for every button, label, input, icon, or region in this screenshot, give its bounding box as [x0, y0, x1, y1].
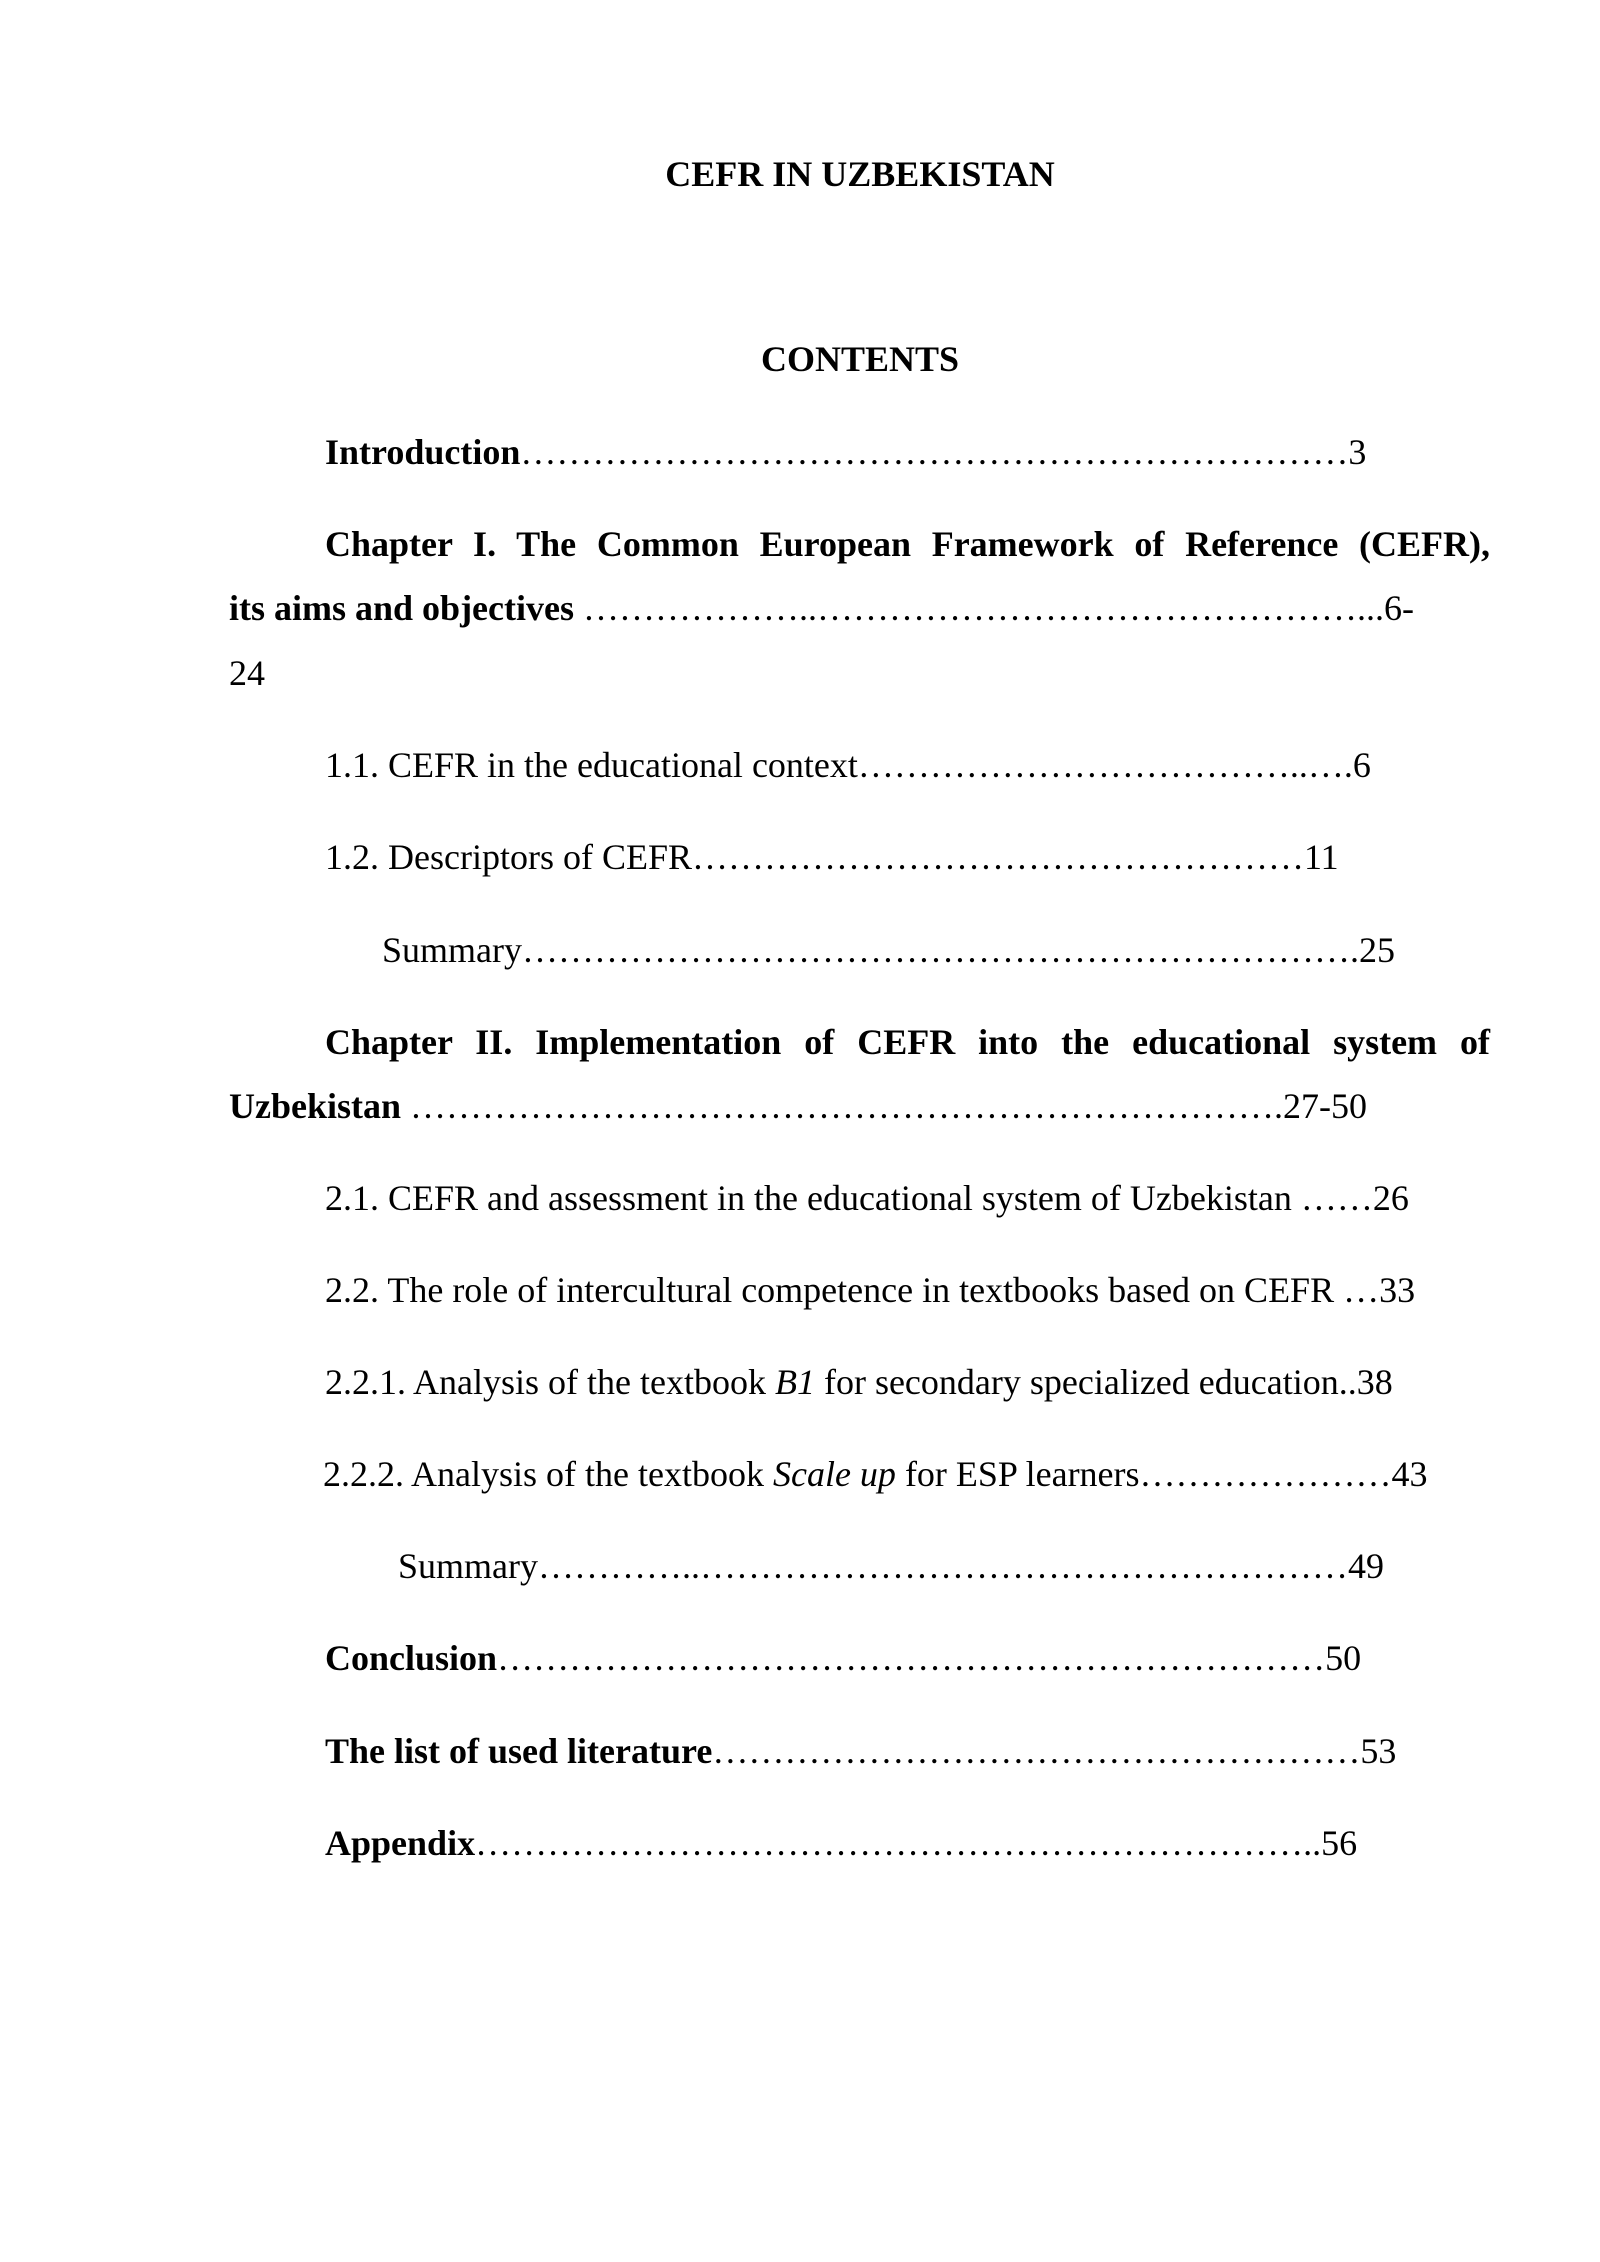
toc-leader: ………………………………………………	[712, 1731, 1361, 1771]
toc-page-number: 25	[1359, 930, 1395, 970]
textbook-title: B1	[774, 1362, 815, 1402]
toc-entry-conclusion	[325, 1636, 1361, 1680]
toc-entry-label: The list of used literature	[325, 1731, 713, 1771]
toc-entry-label: 1.2. Descriptors of CEFR	[325, 837, 692, 877]
toc-page-number: 33	[1379, 1270, 1416, 1310]
toc-leader: ………………..………………………………………...	[574, 588, 1384, 628]
toc-entry-label: its aims and objectives	[229, 588, 574, 628]
toc-page-number: 38	[1356, 1362, 1393, 1402]
toc-leader: ……………………………………………………………..	[475, 1823, 1322, 1863]
toc-chapter1-line3	[229, 651, 265, 695]
toc-leader: …………………………………………………………….	[522, 930, 1359, 970]
toc-page-number: 49	[1348, 1546, 1384, 1586]
toc-page-number: 6	[1352, 745, 1371, 785]
toc-entry-label: Summary	[382, 930, 522, 970]
toc-leader: …………………	[1139, 1454, 1392, 1494]
toc-page-number: 50	[1325, 1638, 1362, 1678]
toc-leader: ……………………………………………………………	[497, 1638, 1326, 1678]
textbook-title: Scale up	[772, 1454, 896, 1494]
toc-page-number: 43	[1391, 1454, 1428, 1494]
toc-leader: …………..………………………………………………	[538, 1546, 1348, 1586]
toc-entry-label: Appendix	[325, 1823, 476, 1863]
toc-chapter2-line2	[229, 1084, 1367, 1128]
toc-entry-2-2-2	[323, 1452, 1428, 1496]
toc-page-number: 26	[1372, 1178, 1409, 1218]
toc-page-number: 27-50	[1283, 1086, 1368, 1126]
toc-page-number: 6-	[1384, 588, 1414, 628]
toc-page-number: 3	[1348, 432, 1367, 472]
toc-entry-appendix	[325, 1821, 1357, 1865]
toc-entry-label: 2.2.1. Analysis of the textbook	[325, 1362, 775, 1402]
contents-heading: CONTENTS	[760, 339, 960, 379]
document-title: CEFR IN UZBEKISTAN	[665, 154, 1055, 194]
toc-leader: ……………………………………………	[691, 837, 1304, 877]
toc-leader: ……………………………………………………………	[520, 432, 1349, 472]
toc-entry-1-1	[325, 743, 1371, 787]
toc-leader: …	[1343, 1270, 1380, 1310]
toc-entry-2-2-1	[325, 1360, 1393, 1404]
toc-entry-summary-1	[382, 928, 1395, 972]
toc-chapter1-line1: Chapter I. The Common European Framework of Reference (CEFR),	[325, 524, 1490, 564]
toc-entry-2-1	[325, 1176, 1409, 1220]
toc-page-number: 53	[1360, 1731, 1397, 1771]
toc-leader: ……………………………………………………………….	[401, 1086, 1284, 1126]
toc-leader: ………………………………..….	[857, 745, 1353, 785]
toc-leader: ……	[1300, 1178, 1373, 1218]
toc-entry-label: 1.1. CEFR in the educational context	[325, 745, 858, 785]
toc-entry-summary-2	[398, 1544, 1384, 1588]
toc-entry-label: Summary	[398, 1546, 538, 1586]
toc-entry-label-rest: for ESP learners	[895, 1454, 1140, 1494]
toc-entry-2-2	[325, 1268, 1415, 1312]
toc-entry-introduction	[325, 430, 1366, 474]
toc-entry-label: Uzbekistan	[229, 1086, 402, 1126]
toc-entry-1-2	[325, 835, 1339, 879]
toc-page-number: 56	[1321, 1823, 1358, 1863]
toc-entry-label: 2.1. CEFR and assessment in the educational system of Uzbekistan	[325, 1178, 1301, 1218]
toc-entry-literature	[325, 1729, 1396, 1773]
toc-entry-label: Introduction	[325, 432, 521, 472]
toc-page-number: 24	[229, 653, 265, 693]
toc-chapter1-line2	[229, 586, 1414, 630]
toc-entry-label: Conclusion	[325, 1638, 498, 1678]
toc-page-number: 11	[1303, 837, 1339, 877]
toc-entry-label: 2.2.2. Analysis of the textbook	[323, 1454, 773, 1494]
toc-entry-label-rest: for secondary specialized education..	[814, 1362, 1357, 1402]
toc-chapter2-line1: Chapter II. Implementation of CEFR into the educational system of	[325, 1022, 1490, 1062]
toc-entry-label: 2.2. The role of intercultural competence in textbooks based on CEFR	[325, 1270, 1344, 1310]
